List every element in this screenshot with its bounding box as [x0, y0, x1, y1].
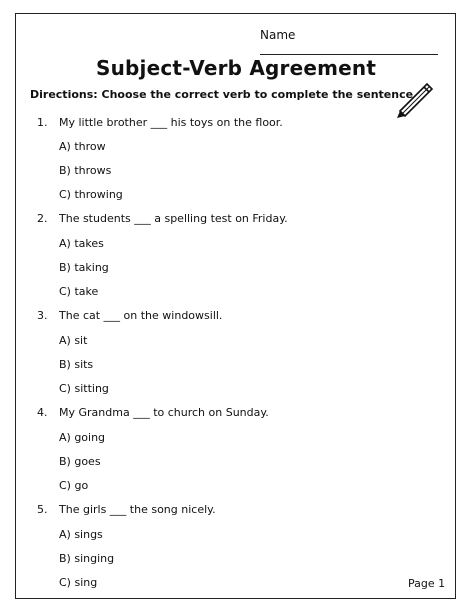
- answer-option[interactable]: C) sitting: [59, 382, 109, 395]
- question-text: My Grandma ___ to church on Sunday.: [59, 406, 269, 419]
- question-number: 5.: [37, 503, 48, 516]
- answer-option[interactable]: B) taking: [59, 261, 109, 274]
- question-text: The girls ___ the song nicely.: [59, 503, 216, 516]
- answer-option[interactable]: B) throws: [59, 164, 112, 177]
- answer-option[interactable]: A) going: [59, 431, 106, 444]
- answer-option[interactable]: C) take: [59, 285, 99, 298]
- question-number: 4.: [37, 406, 48, 419]
- question-text: The cat ___ on the windowsill.: [59, 309, 223, 322]
- directions-text: Directions: Choose the correct verb to complete the sentence: [30, 88, 414, 101]
- question-number: 1.: [37, 116, 48, 129]
- answer-option[interactable]: A) throw: [59, 140, 106, 153]
- answer-option[interactable]: C) throwing: [59, 188, 123, 201]
- question-number: 2.: [37, 212, 48, 225]
- answer-option[interactable]: B) goes: [59, 455, 101, 468]
- answer-option[interactable]: A) takes: [59, 237, 104, 250]
- question-number: 3.: [37, 309, 48, 322]
- answer-option[interactable]: C) sing: [59, 576, 98, 589]
- name-label: Name: [260, 28, 296, 42]
- answer-option[interactable]: B) singing: [59, 552, 115, 565]
- answer-option[interactable]: A) sit: [59, 334, 88, 347]
- worksheet-title: Subject-Verb Agreement: [96, 56, 377, 80]
- pencil-icon: [394, 75, 438, 119]
- answer-option[interactable]: C) go: [59, 479, 89, 492]
- page-number: Page 1: [408, 577, 446, 590]
- name-line: [260, 54, 438, 55]
- answer-option[interactable]: B) sits: [59, 358, 94, 371]
- question-text: The students ___ a spelling test on Friday.: [59, 212, 288, 225]
- answer-option[interactable]: A) sings: [59, 528, 103, 541]
- question-text: My little brother ___ his toys on the floor.: [59, 116, 283, 129]
